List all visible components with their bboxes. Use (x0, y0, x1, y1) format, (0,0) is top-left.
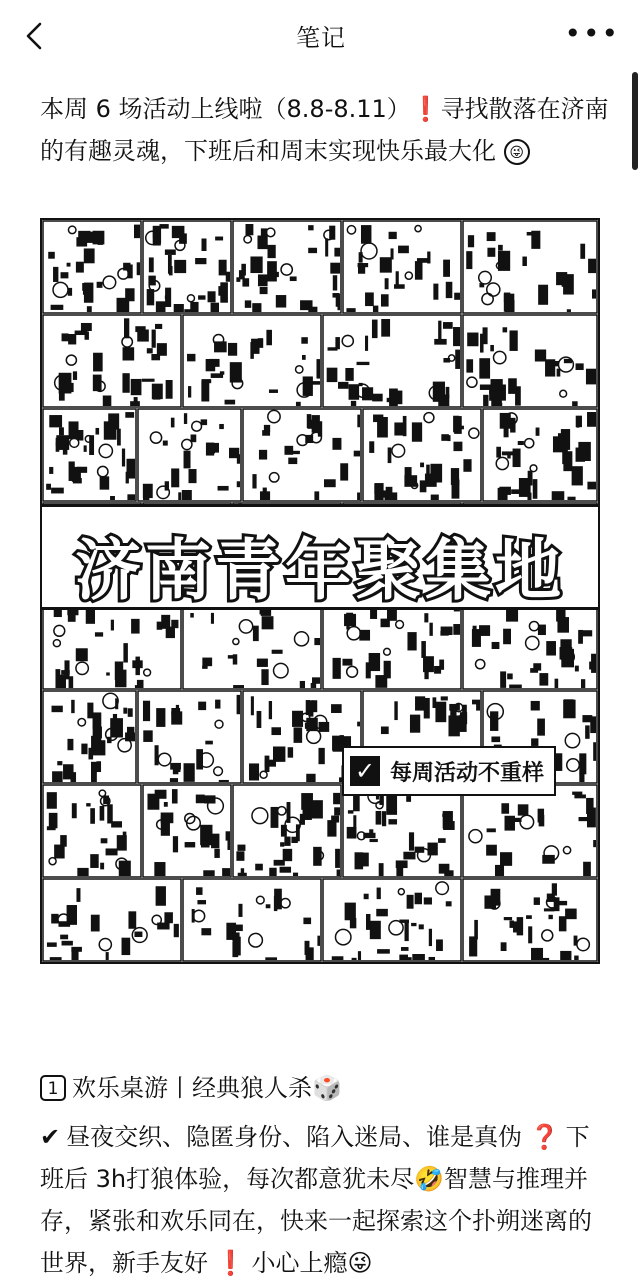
desc-text-a: 昼夜交织、隐匿身份、陷入迷局、谁是真伪 (66, 1123, 523, 1151)
intro-text (40, 88, 610, 172)
collage-photo (138, 409, 241, 501)
collage-photo (243, 409, 361, 501)
collage-photo (463, 221, 597, 313)
collage-photo (43, 785, 141, 877)
collage-photo (143, 785, 231, 877)
collage-photo (43, 691, 136, 783)
desc-text-c: 智慧与推理并存，紧张和欢乐同在，快来一起探索这个扑朔迷离的世界，新手友好 (40, 1165, 592, 1277)
desc-text-b: 下班后 3h打狼体验，每次都意犹未尽 (40, 1123, 590, 1193)
tongue-emoji-icon-2: 😜 (347, 1249, 373, 1277)
more-options-icon[interactable]: ••• (564, 17, 620, 50)
collage-photo (43, 315, 181, 407)
collage-photo (43, 409, 136, 501)
tongue-emoji-icon: 😜 (504, 139, 530, 165)
collage-photo (233, 785, 341, 877)
badge-text: 每周活动不重样 (390, 760, 545, 786)
description-paragraph (40, 1116, 600, 1284)
collage-photo (143, 221, 231, 313)
poster-banner (42, 504, 598, 610)
collage-photo (463, 315, 597, 407)
scrollbar[interactable] (632, 72, 638, 170)
intro-line: 本周 6 场活动上线啦（8.8-8.11）❗寻找散落在济南的有趣灵魂，下班后和周末实现快乐最大化 (40, 95, 609, 165)
collage-photo (43, 221, 141, 313)
question-mark-icon: ❓ (529, 1123, 560, 1151)
page-title: 笔记 (296, 24, 346, 52)
top-nav-bar (0, 0, 642, 70)
collage-photo (323, 879, 461, 961)
collage-photo (43, 879, 181, 961)
desc-text-d: 小心上瘾 (251, 1249, 348, 1277)
collage-photo (323, 315, 461, 407)
collage-photo (483, 409, 597, 501)
laughing-emoji-icon: 🤣 (414, 1165, 444, 1193)
section-title (40, 1068, 610, 1108)
collage-photo (138, 691, 241, 783)
collage-photo (183, 879, 321, 961)
poster-image[interactable] (40, 218, 600, 964)
number-badge: 1 (40, 1075, 66, 1101)
collage-photo (233, 221, 341, 313)
collage-photo (343, 785, 461, 877)
collage-photo (463, 785, 597, 877)
collage-photo (463, 879, 597, 961)
collage-photo (343, 221, 461, 313)
weekly-badge (342, 746, 556, 796)
banner-title: 济南青年聚集地 (75, 532, 565, 609)
collage-photo (363, 409, 481, 501)
exclamation-icon: ❗ (215, 1249, 246, 1277)
collage-photo (183, 315, 321, 407)
dice-emoji-icon: 🎲 (312, 1074, 342, 1102)
section-title-text: 欢乐桌游丨经典狼人杀 (72, 1074, 312, 1102)
check-mark-icon: ✔ (40, 1123, 61, 1151)
checkbox-icon: ✓ (350, 756, 380, 786)
